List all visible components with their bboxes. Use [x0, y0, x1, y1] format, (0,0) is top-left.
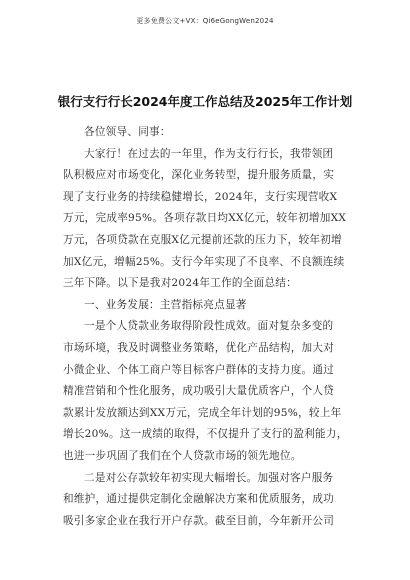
salutation: 各位领导、同事： — [84, 126, 171, 138]
paragraph-line: 大家行！在过去的一年里，作为支行行长，我带领团 — [84, 147, 334, 160]
paragraph-line: 万元，各项贷款在克服X亿元提前还款的压力下，较年初增 — [63, 233, 342, 246]
document-title: 银行支行行长2024年度工作总结及2025年工作计划 — [57, 94, 353, 109]
paragraph-personal-loans — [63, 316, 348, 467]
paragraph-line: 加X亿元，增幅25%。支行今年实现了不良率、不良额连续 — [63, 255, 345, 268]
paragraph-line: 一是个人贷款业务取得阶段性成效。面对复杂多变的 — [84, 320, 334, 333]
paragraph-line: 和维护，通过提供定制化金融解决方案和优质服务，成功 — [63, 493, 335, 506]
paragraph-line: 二是对公存款较年初实现大幅增长。加强对客户服务 — [84, 471, 334, 484]
paragraph-summary — [63, 144, 348, 295]
document-body — [63, 122, 348, 532]
paragraph-line: 市场环境，我及时调整业务策略，优化产品结构，加大对 — [63, 341, 335, 354]
paragraph-line: 小微企业、个体工商户等目标客户群体的支持力度。通过 — [63, 363, 335, 376]
paragraph-line: 也进一步巩固了我们在个人贷款市场的领先地位。 — [63, 449, 302, 462]
header-note: 更多免费公文+VX：Qi6eGongWen2024 — [136, 17, 274, 25]
paragraph-line: 三年下降。以下是我对2024年工作的全面总结： — [63, 277, 297, 290]
paragraph-line: 增长20%。这一成绩的取得，不仅提升了支行的盈利能力， — [63, 428, 348, 441]
paragraph-line: 队积极应对市场变化，深化业务转型，提升服务质量，实 — [63, 169, 335, 182]
paragraph-line: 现了支行业务的持续稳健增长，2024年，支行实现营收X — [63, 190, 338, 203]
section-heading: 一、业务发展：主营指标亮点显著 — [84, 298, 247, 311]
paragraph-line: 万元，完成率95%。各项存款日均XX亿元，较年初增加XX — [63, 212, 347, 225]
paragraph-line: 吸引多家企业在我行开户存款。截至目前，今年新开公司 — [63, 514, 335, 527]
paragraph-corporate-deposits — [63, 468, 348, 533]
paragraph-line: 精准营销和个性化服务，成功吸引大量优质客户，个人贷 — [63, 385, 335, 398]
paragraph-line: 款累计发放额达到XX万元，完成全年计划的95%，较上年 — [63, 406, 342, 419]
